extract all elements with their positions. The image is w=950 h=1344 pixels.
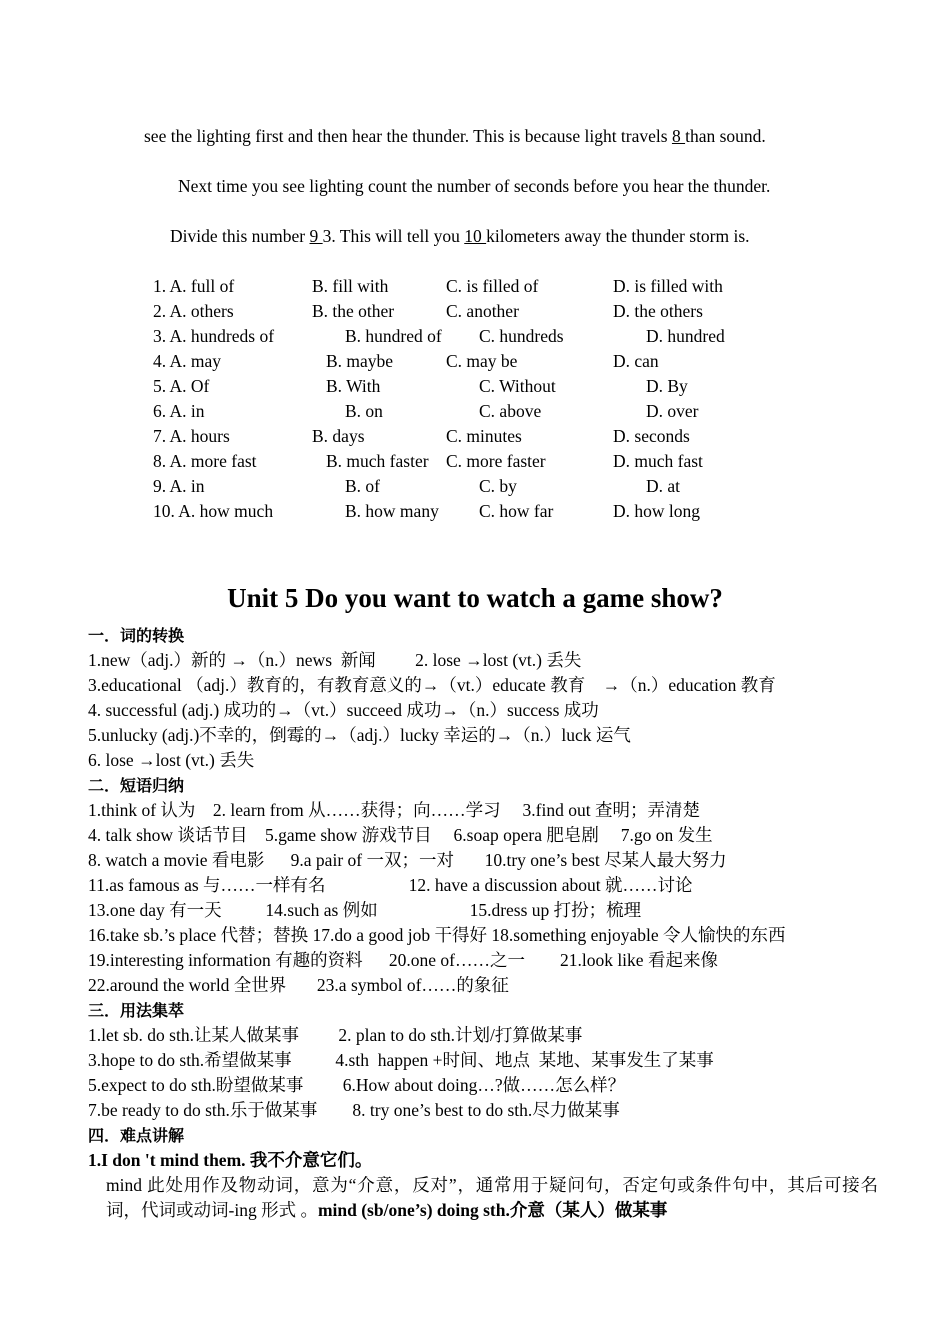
list-item: 16.take sb.’s place 代替；替换 17.do a good job 干得好 18.something enjoyable 令人愉快的东西 [88, 925, 786, 945]
unit-title: Unit 5 Do you want to watch a game show? [227, 583, 723, 613]
passage-text: than sound. [685, 126, 766, 146]
passage-text: Divide this number [170, 226, 310, 246]
list-item: 1.let sb. do sth.让某人做某事 2. plan to do sth.计划/打算做某事 [88, 1025, 583, 1045]
list-item: 5.unlucky (adj.)不幸的，倒霉的→（adj.）lucky 幸运的→（n.）luck 运气 [88, 725, 631, 745]
option-a: 6. A. in [153, 401, 205, 421]
passage-paragraph-2: Next time you see lighting count the number of seconds before you hear the thunder. [178, 176, 771, 196]
option-c: C. may be [446, 351, 518, 371]
section-heading: 一．词的转换 [88, 626, 185, 645]
list-item: 4. talk show 谈话节目 5.game show 游戏节目 6.soap opera 肥皂剧 7.go on 发生 [88, 825, 713, 845]
list-item: 7.be ready to do sth.乐于做某事 8. try one’s best to do sth.尽力做某事 [88, 1100, 620, 1120]
list-item: 11.as famous as 与……一样有名 12. have a discussion about 就……讨论 [88, 875, 693, 895]
option-a: 7. A. hours [153, 426, 230, 446]
explanation-text: mind 此处用作及物动词，意为“介意，反对”，通常用于疑问句，否定句或条件句中，其后可接名词，代词或动词-ing 形式 。 [106, 1175, 878, 1220]
option-d: D. hundred [646, 326, 725, 346]
list-item: 4. successful (adj.) 成功的→（vt.）succeed 成功→（n.）success 成功 [88, 700, 599, 720]
list-item: 3.educational （adj.）教育的，有教育意义的→（vt.）educate 教育 →（n.）education 教育 [88, 675, 776, 695]
option-d: D. can [613, 351, 659, 371]
option-a: 2. A. others [153, 301, 234, 321]
passage-paragraph-1 [144, 124, 806, 149]
option-b: B. hundred of [345, 326, 442, 346]
option-b: B. how many [345, 501, 439, 521]
list-item: 8. watch a movie 看电影 9.a pair of 一双；一对 10.try one’s best 尽某人最大努力 [88, 850, 727, 870]
explanation-paragraph [106, 1173, 878, 1223]
option-b: B. days [312, 426, 365, 446]
option-d: D. much fast [613, 451, 703, 471]
option-c: C. Without [479, 376, 556, 396]
option-c: C. above [479, 401, 542, 421]
item-heading: 1.I don 't mind them. 我不介意它们。 [88, 1150, 373, 1170]
option-c: C. hundreds [479, 326, 564, 346]
option-a: 5. A. Of [153, 376, 210, 396]
option-d: D. at [646, 476, 681, 496]
explanation-bold: mind (sb/one’s) doing sth.介意（某人）做某事 [317, 1200, 668, 1220]
option-a: 4. A. may [153, 351, 222, 371]
option-c: C. minutes [446, 426, 522, 446]
option-d: D. By [646, 376, 688, 396]
passage-text: see the lighting first and then hear the thunder. This is because light travels [144, 126, 672, 146]
passage-paragraph-3 [144, 224, 806, 249]
option-a: 10. A. how much [153, 501, 274, 521]
list-item: 5.expect to do sth.盼望做某事 6.How about doing…?做……怎么样？ [88, 1075, 626, 1095]
option-b: B. of [345, 476, 380, 496]
list-item: 13.one day 有一天 14.such as 例如 15.dress up 打扮；梳理 [88, 900, 642, 920]
section-heading: 二．短语归纳 [88, 776, 185, 795]
option-b: B. the other [312, 301, 395, 321]
list-item: 3.hope to do sth.希望做某事 4.sth happen +时间、地点 某地、某事发生了某事 [88, 1050, 714, 1070]
option-a: 9. A. in [153, 476, 205, 496]
section-heading: 四．难点讲解 [88, 1126, 185, 1145]
list-item: 19.interesting information 有趣的资料 20.one of……之一 21.look like 看起来像 [88, 950, 718, 970]
list-item: 1.new（adj.）新的 →（n.）news 新闻 2. lose →lost (vt.) 丢失 [88, 650, 582, 670]
option-c: C. how far [479, 501, 554, 521]
list-item: 22.around the world 全世界 23.a symbol of……的象征 [88, 975, 509, 995]
option-c: C. is filled of [446, 276, 539, 296]
option-d: D. the others [613, 301, 703, 321]
list-item: 6. lose →lost (vt.) 丢失 [88, 750, 255, 770]
option-d: D. seconds [613, 426, 690, 446]
option-b: B. fill with [312, 276, 389, 296]
option-d: D. over [646, 401, 699, 421]
blank-9: 9 [309, 226, 323, 246]
option-b: B. maybe [326, 351, 394, 371]
option-c: C. another [446, 301, 519, 321]
option-b: B. With [326, 376, 381, 396]
option-b: B. on [345, 401, 383, 421]
section-heading: 三．用法集萃 [88, 1001, 185, 1020]
list-item: 1.think of 认为 2. learn from 从……获得；向……学习 3.find out 查明；弄清楚 [88, 800, 700, 820]
option-d: D. is filled with [613, 276, 723, 296]
option-d: D. how long [613, 501, 701, 521]
option-a: 8. A. more fast [153, 451, 257, 471]
option-a: 3. A. hundreds of [153, 326, 275, 346]
passage-text: kilometers away the thunder storm is. [486, 226, 750, 246]
blank-10: 10 [464, 226, 487, 246]
passage-text: 3. This will tell you [322, 226, 465, 246]
option-c: C. by [479, 476, 517, 496]
option-b: B. much faster [326, 451, 429, 471]
option-a: 1. A. full of [153, 276, 235, 296]
option-c: C. more faster [446, 451, 546, 471]
blank-8: 8 [671, 126, 686, 146]
